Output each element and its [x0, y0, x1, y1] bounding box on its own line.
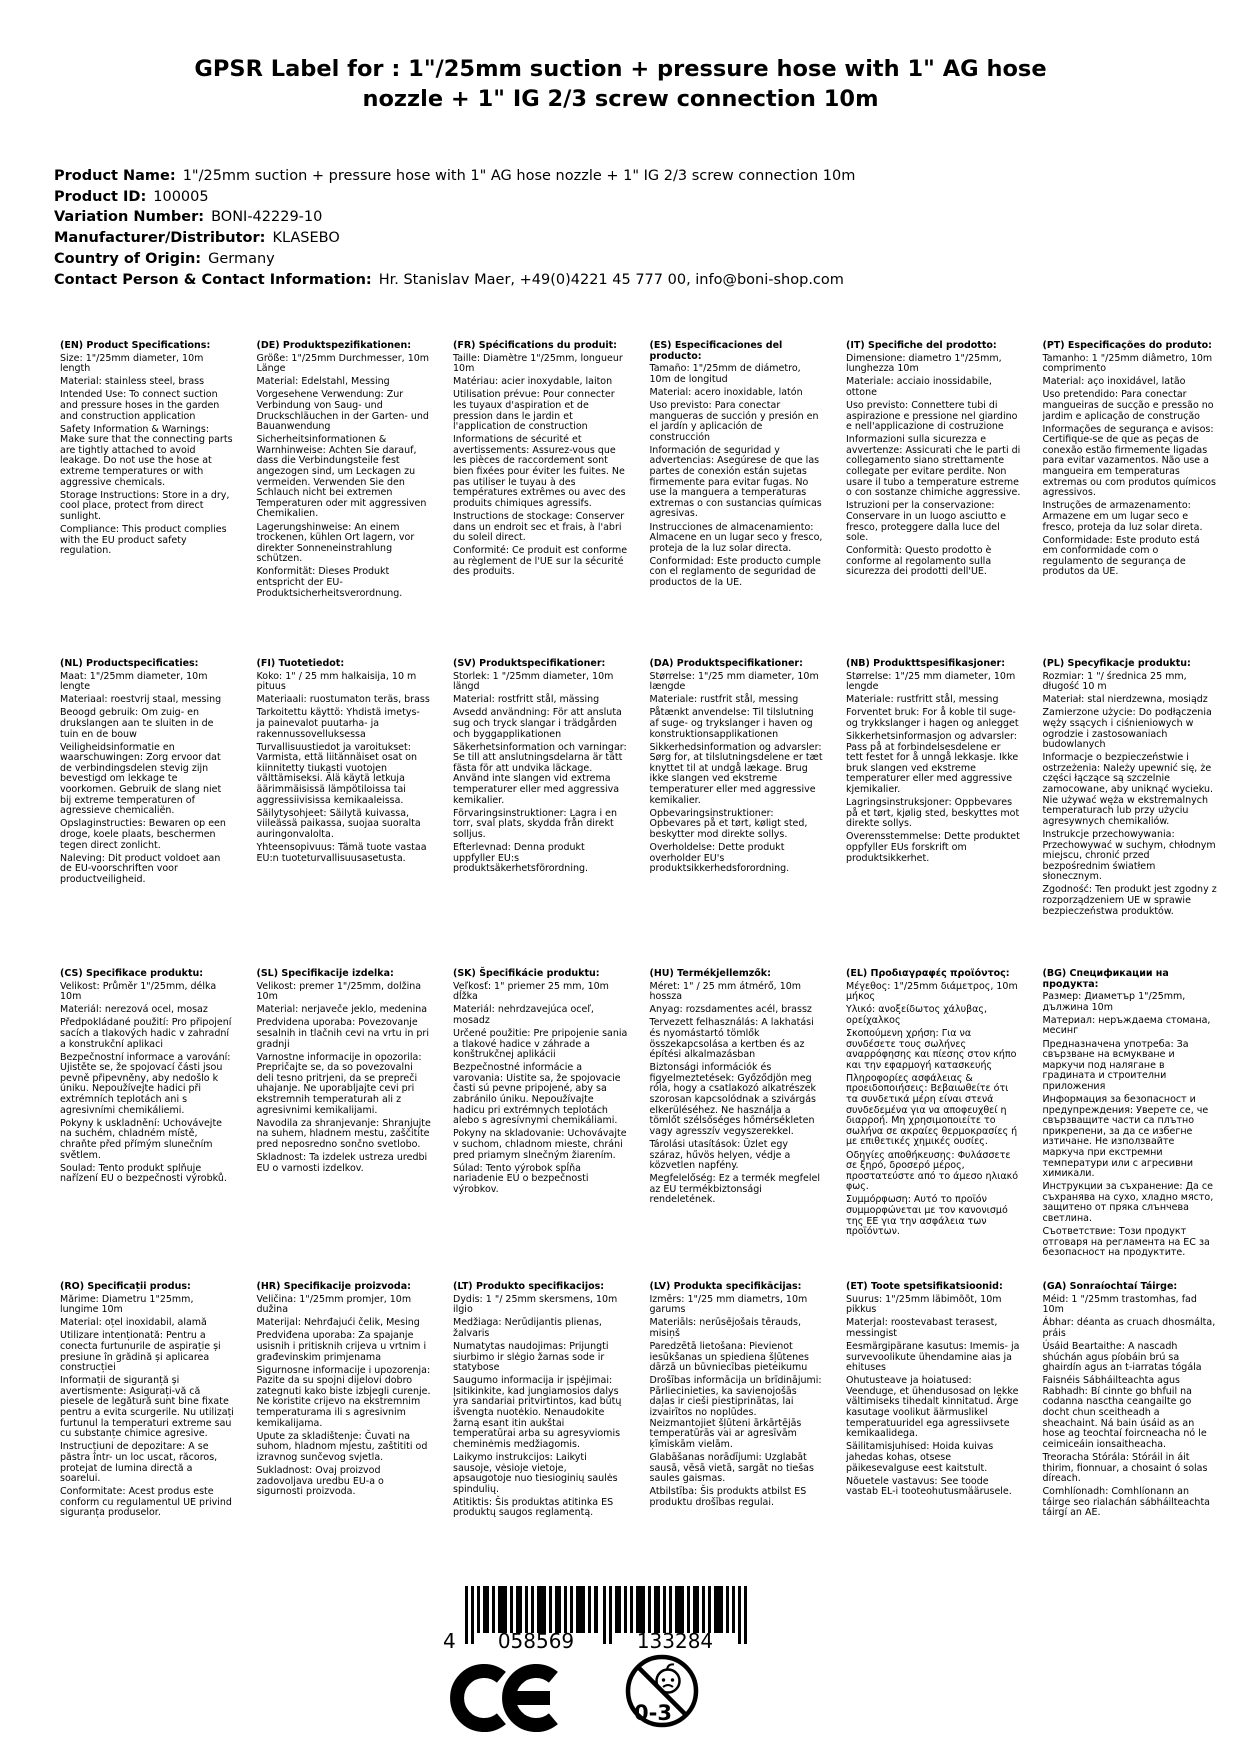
spec-paragraph: Compliance: This product complies with the EU product safety regulation. [60, 524, 227, 557]
spec-paragraph: Medžiaga: Nerūdijantis plienas, žalvaris [453, 1317, 602, 1339]
spec-paragraph: Ábhar: déanta as cruach dhosmálta, práis [1042, 1317, 1216, 1339]
product-info-row [54, 207, 855, 228]
spec-paragraph: Velikost: premer 1"/25mm, dolžina 10m [256, 980, 422, 1003]
spec-block-body [257, 982, 432, 1175]
spec-block-ro [60, 1282, 257, 1521]
spec-paragraph: Suurus: 1"/25mm läbimõõt, 10m pikkus [846, 1293, 1002, 1316]
spec-block-title: (SL) Specifikacije izdelka: [256, 968, 394, 979]
spec-paragraph: Säilitamisjuhised: Hoida kuivas jahedas kohas, otsese päikesevalguse eest kaitstult. [846, 1441, 994, 1474]
spec-block-cs [60, 969, 257, 1282]
spec-paragraph: Lagringsinstruksjoner: Oppbevares på et tørt, kjølig sted, beskyttes mot direkte sollys. [846, 797, 1020, 830]
spec-paragraph: Informations de sécurité et avertissements: Assurez-vous que les pièces de raccordement sont bien fixées pour éviter les fuites. Ne pas utiliser le tuyau à des températures extrêmes ou avec des produits chimiques agressifs. [453, 434, 626, 509]
spec-paragraph: Tervezett felhasználás: A lakhatási és nyomástartó tömlők összekapcsolása a kertben és az építési alkalmazásban [649, 1017, 814, 1061]
info-value: BONI-42229-10 [211, 209, 323, 226]
spec-paragraph: Opslaginstructies: Bewaren op een droge, koele plaats, beschermen tegen direct zonlicht. [60, 818, 226, 851]
spec-block-et [846, 1282, 1043, 1521]
spec-paragraph: Size: 1"/25mm diameter, 10m length [60, 352, 204, 375]
spec-block-title: (DE) Produktspezifikationen: [256, 340, 412, 351]
product-info-row [54, 187, 855, 208]
spec-paragraph: Soulad: Tento produkt splňuje nařízení EU o bezpečnosti výrobků. [60, 1162, 227, 1185]
spec-paragraph: Turvallisuustiedot ja varoitukset: Varmista, että liitännäiset osat on kiinnitetty tiukasti vuotojen välttämiseksi. Älä käytä letkuja äärimmäisissä lämpötiloissa tai aggressiivisissa kemikaaleissa. [256, 741, 418, 806]
spec-paragraph: Tárolási utasítások: Üzlet egy száraz, hűvös helyen, védje a közvetlen napfény. [649, 1138, 791, 1172]
spec-paragraph: Material: nerjaveče jeklo, medenina [256, 1004, 428, 1016]
spec-paragraph: Material: aço inoxidável, latão [1042, 376, 1186, 388]
spec-paragraph: Instrukcje przechowywania: Przechowywać w suchym, chłodnym miejscu, chronić przed bezpośrednim światłem słonecznym. [1042, 828, 1216, 883]
spec-paragraph: Påtænkt anvendelse: Til tilslutning af suge- og trykslanger i haven og konstruktionsapplikationen [649, 707, 814, 740]
spec-paragraph: Úsáid Beartaithe: A nascadh shúchán agus píobáin brú sa ghairdín agus an t-iarratas tógála [1042, 1340, 1202, 1374]
spec-paragraph: Forventet bruk: For å koble til suge- og trykkslanger i hagen og anlegget [846, 707, 1019, 729]
spec-paragraph: Conformitate: Acest produs este conform cu regulamentul UE privind siguranța produselor. [60, 1486, 232, 1519]
product-info-row [54, 249, 855, 270]
spec-paragraph: Faisnéis Sábháilteachta agus Rabhadh: Bí cinnte go bhfuil na codanna nasctha ceangailte go docht chun sceitheadh a sheachaint. Ná bain úsáid as an hose ag teochtaí foircneacha nó le ceimiceáin ionsaitheacha. [1042, 1375, 1207, 1450]
spec-paragraph: Инструкции за съхранение: Да се съхранява на сухо, хладно място, защитено от пряка слънчева светлина. [1042, 1181, 1214, 1225]
spec-paragraph: Drošības informācija un brīdinājumi: Pārliecinieties, ka savienojošās daļas ir cieši piestiprinātas, lai izvairītos no noplūdes. Neizmantojiet šļūteni ārkārtējās temperatūrās vai ar agresīvām ķīmiskām vielām. [649, 1375, 822, 1450]
spec-block-body [650, 672, 825, 875]
spec-block-title: (PT) Especificações do produto: [1042, 340, 1212, 351]
spec-block-body [60, 1295, 235, 1519]
product-info-row [54, 166, 855, 187]
spec-paragraph: Tamanho: 1 "/25mm diâmetro, 10m comprimento [1042, 352, 1213, 375]
spec-paragraph: Material: acero inoxidable, latón [649, 386, 803, 398]
spec-block-title: (BG) Спецификации на продукта: [1042, 968, 1169, 990]
spec-paragraph: Treoracha Stórála: Stóráil in áit thirim, fionnuar, a chosaint ó solas díreach. [1042, 1451, 1208, 1485]
info-value: Hr. Stanislav Maer, +49(0)4221 45 777 00, info@boni-shop.com [378, 271, 844, 288]
spec-paragraph: Sikkerhetsinformasjon og advarsler: Pass på at forbindelsesdelene er tett festet for å unngå lekkasje. Ikke bruk slangen ved ekstreme temperaturer eller med aggressive kjemikalier. [846, 731, 1019, 796]
spec-block-nl [60, 659, 257, 969]
spec-block-title: (EL) Προδιαγραφές προϊόντος: [846, 968, 1010, 979]
spec-block-title: (CS) Specifikace produktu: [60, 968, 204, 979]
product-info-row [54, 270, 855, 291]
ce-mark-icon [450, 1660, 562, 1736]
spec-block-title: (LV) Produkta specifikācijas: [649, 1281, 802, 1292]
info-label: Variation Number: [54, 209, 205, 226]
spec-block-fi [257, 659, 454, 969]
spec-paragraph: Bezpečnostné informácie a varovania: Uistite sa, že spojovacie časti sú pevne pripojené, aby sa zabránilo úniku. Nepoužívajte hadicu pri extrémnych teplotách alebo s agresívnymi chemikáliami. [453, 1062, 621, 1127]
spec-block-bg [1043, 969, 1240, 1282]
spec-paragraph: Dimensione: diametro 1"/25mm, lunghezza 10m [846, 352, 1002, 375]
spec-block-body [453, 672, 628, 875]
spec-paragraph: Biztonsági információk és figyelmeztetések: Győződjön meg róla, hogy a csatlakozó alkatrészek szorosan kapcsolódnak a szivárgás elkerüléséhez. Ne használja a tömlőt szélsőséges hőmérsékleten vagy agresszív vegyszerekkel. [649, 1062, 816, 1137]
spec-paragraph: Uso previsto: Para conectar mangueras de succión y presión en el jardín y aplicación de construcción [649, 399, 819, 443]
spec-paragraph: Materiale: acciaio inossidabile, ottone [846, 376, 992, 398]
spec-paragraph: Skladnost: Ta izdelek ustreza uredbi EU o varnosti izdelkov. [256, 1152, 428, 1174]
spec-block-ga [1043, 1282, 1240, 1521]
spec-paragraph: Comhlíonadh: Comhlíonann an táirge seo rialachán sábháilteachta táirgí an AE. [1042, 1486, 1210, 1519]
spec-block-title: (HU) Termékjellemzők: [649, 968, 771, 979]
spec-paragraph: Säilytysohjeet: Säilytä kuivassa, viileässä paikassa, suojaa suoralta auringonvalolta. [256, 807, 421, 840]
spec-block-title: (FI) Tuotetiedot: [256, 658, 345, 669]
spec-block-es [650, 341, 847, 659]
spec-paragraph: Storage Instructions: Store in a dry, cool place, protect from direct sunlight. [60, 489, 230, 522]
spec-block-title: (FR) Spécifications du produit: [453, 340, 617, 351]
spec-block-title: (ES) Especificaciones del producto: [649, 340, 783, 362]
spec-block-body [650, 1295, 825, 1509]
spec-block-title: (NB) Produkttspesifikasjoner: [846, 658, 1006, 669]
spec-paragraph: Bezpečnostní informace a varování: Ujistěte se, že spojovací části jsou pevně připevněny, aby nedošlo k úniku. Nepoužívejte hadici při extrémních teplotách ani s agresivními chemikáliemi. [60, 1051, 231, 1116]
spec-paragraph: Předpokládané použití: Pro připojení sacích a tlakových hadic v zahradní a konstrukční aplikaci [60, 1017, 232, 1050]
spec-block-body [453, 1295, 628, 1519]
spec-block-it [846, 341, 1043, 659]
spec-block-body [1043, 672, 1218, 918]
spec-paragraph: Instrucciones de almacenamiento: Almacene en un lugar seco y fresco, proteja de la luz solar directa. [649, 521, 823, 554]
spec-paragraph: Sikkerhedsinformation og advarsler: Sørg for, at tilslutningsdelene er tæt knyttet til at undgå lækage. Brug ikke slangen ved ekstreme temperaturer eller med aggressive kemikalier. [649, 741, 823, 806]
spec-paragraph: Informazioni sulla sicurezza e avvertenze: Assicurati che le parti di collegamento siano strettamente collegate per evitare perdite. Non usare il tubo a temperature estreme o con sostanze chimiche aggressive. [846, 434, 1021, 499]
spec-paragraph: Uso previsto: Connettere tubi di aspirazione e pressione nel giardino e nell'applicazione di costruzione [846, 399, 1018, 433]
info-label: Manufacturer/Distributor: [54, 230, 266, 247]
spec-paragraph: Material: oțel inoxidabil, alamă [60, 1317, 207, 1329]
spec-block-title: (RO) Specificații produs: [60, 1281, 191, 1292]
spec-block-title: (NL) Productspecificaties: [60, 658, 199, 669]
spec-paragraph: Информация за безопасност и предупреждения: Уверете се, че свързващите части са плътно прикрепени, за да се избегне изтичане. Не използвайте маркуча при екстремни температури или с агресивни химикали. [1042, 1094, 1209, 1180]
spec-paragraph: Opbevaringsinstruktioner: Opbevares på et tørt, køligt sted, beskytter mod direkte sollys. [649, 807, 808, 840]
spec-paragraph: Säkerhetsinformation och varningar: Se till att anslutningsdelarna är tätt fästa för att undvika läckage. Använd inte slangen vid extrema temperaturer eller med aggressiva kemikalier. [453, 741, 627, 806]
spec-block-fr [453, 341, 650, 659]
spec-block-de [257, 341, 454, 659]
spec-paragraph: Méid: 1 "/25mm trastomhas, fad 10m [1042, 1293, 1197, 1316]
spec-block-sl [257, 969, 454, 1282]
spec-paragraph: Material: Edelstahl, Messing [256, 376, 390, 388]
spec-paragraph: Conformidad: Este producto cumple con el reglamento de seguridad de productos de la UE. [649, 555, 821, 588]
spec-paragraph: Pokyny k uskladnění: Uchovávejte na suchém, chladném místě, chraňte před přímým slunečním světlem. [60, 1117, 223, 1161]
spec-paragraph: Veľkosť: 1" priemer 25 mm, 10m dĺžka [453, 980, 609, 1003]
spec-paragraph: Lagerungshinweise: An einem trockenen, kühlen Ort lagern, vor direkter Sonneneinstrahlung schützen. [256, 521, 415, 565]
spec-paragraph: Størrelse: 1"/25 mm diameter, 10m længde [649, 670, 819, 693]
spec-block-body [60, 982, 235, 1185]
spec-paragraph: Konformität: Dieses Produkt entspricht der EU-Produktsicherheitsverordnung. [256, 566, 403, 599]
spec-block-title: (ET) Toote spetsifikatsioonid: [846, 1281, 1003, 1292]
spec-block-body [1043, 354, 1218, 578]
spec-paragraph: Materiaal: roestvrij staal, messing [60, 694, 222, 706]
spec-block-body [257, 354, 432, 600]
spec-block-en [60, 341, 257, 659]
spec-block-hu [650, 969, 847, 1282]
spec-paragraph: Méret: 1" / 25 mm átmérő, 10m hossza [649, 980, 802, 1003]
spec-paragraph: Upute za skladištenje: Čuvati na suhom, hladnom mjestu, zaštititi od izravnog sunčevog svjetla. [256, 1430, 428, 1463]
spec-paragraph: Οδηγίες αποθήκευσης: Φυλάσσετε σε ξηρό, δροσερό μέρος, προστατεύστε από το άμεσο ηλιακό φως. [846, 1149, 1019, 1193]
spec-paragraph: Материал: неръждаема стомана, месинг [1042, 1014, 1211, 1037]
spec-block-sk [453, 969, 650, 1282]
spec-paragraph: Avsedd användning: För att ansluta sug och tryck slangar i trädgården och byggapplikationen [453, 707, 622, 740]
spec-block-lv [650, 1282, 847, 1521]
spec-block-sv [453, 659, 650, 969]
spec-paragraph: Predvidena uporaba: Povezovanje sesalnih in tlačnih cevi na vrtu in pri gradnji [256, 1017, 429, 1050]
info-label: Contact Person & Contact Information: [54, 271, 372, 288]
spec-paragraph: Intended Use: To connect suction and pressure hoses in the garden and construction application [60, 389, 220, 422]
info-value: Germany [208, 250, 275, 267]
spec-block-da [650, 659, 847, 969]
spec-paragraph: Materiál: nehrdzavejúca oceľ, mosadz [453, 1004, 594, 1026]
spec-paragraph: Størrelse: 1"/25 mm diameter, 10m lengde [846, 670, 1016, 693]
spec-paragraph: Förvaringsinstruktioner: Lagra i en torr, sval plats, skydda från direkt solljus. [453, 807, 618, 840]
spec-paragraph: Mărime: Diametru 1"25mm, lungime 10m [60, 1293, 194, 1316]
spec-paragraph: Conformidade: Este produto está em conformidade com o regulamento de segurança de produtos da UE. [1042, 534, 1200, 578]
ean-barcode [437, 1586, 749, 1650]
spec-block-title: (GA) Sonraíochtaí Táirge: [1042, 1281, 1178, 1292]
spec-grid [60, 341, 1241, 1521]
info-value: 100005 [153, 188, 209, 205]
spec-paragraph: Veličina: 1"/25mm promjer, 10m dužina [256, 1293, 412, 1316]
spec-paragraph: Taille: Diamètre 1"/25mm, longueur 10m [453, 352, 623, 375]
spec-paragraph: Nõuetele vastavus: See toode vastab EL-i tooteohutusmäärusele. [846, 1475, 1012, 1498]
spec-paragraph: Materiale: rustfrit stål, messing [649, 694, 799, 706]
spec-block-title: (PL) Specyfikacje produktu: [1042, 658, 1191, 669]
spec-paragraph: Materiāls: nerūsējošais tērauds, misiņš [649, 1317, 801, 1339]
spec-block-body [453, 982, 628, 1196]
spec-block-hr [257, 1282, 454, 1521]
spec-paragraph: Navodila za shranjevanje: Shranjujte na suhem, hladnem mestu, zaščitite pred neposredno sončno svetlobo. [256, 1117, 431, 1150]
spec-paragraph: Zgodność: Ten produkt jest zgodny z rozporządzeniem UE w sprawie bezpieczeństwa produktów. [1042, 884, 1217, 917]
page-title: GPSR Label for : 1"/25mm suction + pressure hose with 1" AG hose nozzle + 1" IG 2/3 screw connection 10m [194, 56, 1047, 112]
spec-block-body [1043, 992, 1218, 1259]
spec-paragraph: Numatytas naudojimas: Prijungti siurbimo ir slėgio žarnas sode ir statybose [453, 1340, 609, 1374]
spec-paragraph: Instructions de stockage: Conserver dans un endroit sec et frais, à l'abri du soleil direct. [453, 510, 625, 544]
product-info-row [54, 228, 855, 249]
info-value: KLASEBO [272, 230, 340, 247]
spec-paragraph: Anyag: rozsdamentes acél, brassz [649, 1004, 812, 1016]
product-info [54, 166, 855, 290]
spec-paragraph: Ohutusteave ja hoiatused: Veenduge, et ühendusosad on lekke vältimiseks tihedalt kinnitatud. Ärge kasutage voolikut äärmuslikel temperatuuridel ega agressiivsete kemikaalidega. [846, 1375, 1019, 1440]
spec-paragraph: Eesmärgipärane kasutus: Imemis- ja survevoolikute ühendamine aias ja ehituses [846, 1340, 1020, 1374]
spec-paragraph: Materijal: Nehrđajući čelik, Mesing [256, 1317, 420, 1329]
spec-block-body [650, 364, 825, 588]
spec-block-body [846, 354, 1021, 578]
spec-paragraph: Overensstemmelse: Dette produktet oppfyller EUs forskrift om produktsikkerhet. [846, 831, 1020, 864]
spec-block-title: (HR) Specifikacije proizvoda: [256, 1281, 411, 1292]
spec-paragraph: Съответствие: Този продукт отговаря на регламента на ЕС за безопасност на продуктите. [1042, 1226, 1210, 1259]
spec-block-body [453, 354, 628, 578]
spec-paragraph: Predviđena uporaba: Za spajanje usisnih i pritisknih crijeva u vrtnim i građevinskim primjenama [256, 1330, 427, 1363]
barcode-digit-left: 4 [443, 1629, 456, 1650]
spec-block-title: (SK) Špecifikácie produktu: [453, 968, 600, 979]
spec-block-title: (LT) Produkto specifikacijos: [453, 1281, 605, 1292]
spec-paragraph: Maat: 1"/25mm diameter, 10m lengte [60, 670, 208, 693]
spec-paragraph: Materiał: stal nierdzewna, mosiądz [1042, 694, 1208, 706]
age-warning-label: 0-3 [634, 1701, 672, 1725]
spec-paragraph: Pokyny na skladovanie: Uchovávajte v suchom, chladnom mieste, chráni pred priamym slnečným žiarením. [453, 1128, 627, 1161]
spec-paragraph: Tamaño: 1"/25mm de diámetro, 10m de longitud [649, 363, 801, 385]
spec-paragraph: Istruzioni per la conservazione: Conservare in un luogo asciutto e fresco, proteggere dalla luce del sole. [846, 500, 1007, 544]
spec-paragraph: Συμμόρφωση: Αυτό το προϊόν συμμορφώνεται με τον κανονισμό της ΕΕ για την ασφάλεια των προϊόντων. [846, 1194, 1008, 1238]
spec-block-body [846, 672, 1021, 865]
barcode-group1: 058569 [497, 1629, 575, 1650]
spec-paragraph: Súlad: Tento výrobok spĺňa nariadenie EÚ o bezpečnosti výrobkov. [453, 1162, 589, 1195]
barcode-group2: 133284 [636, 1629, 714, 1650]
spec-paragraph: Sicherheitsinformationen & Warnhinweise: Achten Sie darauf, dass die Verbindungsteile fest angezogen sind, um Leckagen zu vermeiden. Verwenden Sie den Schlauch nicht bei extremen Temperaturen oder mit aggressiven Chemikalien. [256, 434, 427, 520]
spec-paragraph: Izmērs: 1"/25 mm diametrs, 10m garums [649, 1293, 808, 1316]
spec-paragraph: Zamierzone użycie: Do podłączenia węży ssących i ciśnieniowych w ogrodzie i zastosowaniach budowlanych [1042, 707, 1212, 751]
spec-block-title: (DA) Produktspecifikationer: [649, 658, 803, 669]
spec-paragraph: Materjal: roostevabast terasest, messingist [846, 1317, 998, 1339]
spec-paragraph: Μέγεθος: 1"/25mm διάμετρος, 10m μήκος [846, 980, 1018, 1003]
spec-paragraph: Dydis: 1 "/ 25mm skersmens, 10m ilgio [453, 1293, 618, 1316]
spec-paragraph: Размер: Диаметър 1"/25mm, дължина 10m [1042, 991, 1186, 1013]
spec-block-body [60, 354, 235, 557]
age-warning-icon [623, 1650, 701, 1732]
spec-paragraph: Υλικό: ανοξείδωτος χάλυβας, ορείχαλκος [846, 1004, 987, 1026]
spec-paragraph: Uso pretendido: Para conectar mangueiras de sucção e pressão no jardim e aplicação de construção [1042, 389, 1214, 422]
spec-block-title: (IT) Specifiche del prodotto: [846, 340, 997, 351]
spec-paragraph: Conformità: Questo prodotto è conforme al regolamento sulla sicurezza dei prodotti dell'UE. [846, 545, 992, 578]
spec-paragraph: Veiligheidsinformatie en waarschuwingen: Zorg ervoor dat de verbindingsdelen stevig zijn bevestigd om lekkage te voorkomen. Gebruik de slang niet bij extreme temperaturen of agressieve chemicaliën. [60, 741, 222, 817]
info-label: Country of Origin: [54, 250, 202, 267]
spec-paragraph: Informații de siguranță și avertismente: Asigurați-vă că piesele de legătură sunt bine fixate pentru a evita scurgerile. Nu utilizați furtunul la temperaturi extreme sau cu substanțe chimice agresive. [60, 1375, 234, 1440]
spec-paragraph: Informacje o bezpieczeństwie i ostrzeżenia: Należy upewnić się, że części łączące są szczelnie zamocowane, aby uniknąć wycieku. Nie używać węża w ekstremalnych temperaturach lub przy użyciu agresywnych chemikaliów. [1042, 752, 1214, 827]
spec-paragraph: Yhteensopivuus: Tämä tuote vastaa EU:n tuoteturvallisuusasetusta. [256, 842, 427, 864]
spec-block-body [846, 1295, 1021, 1498]
spec-paragraph: Material: rostfritt stål, mässing [453, 694, 600, 706]
spec-paragraph: Atitiktis: Šis produktas atitinka ES produktų saugos reglamentą. [453, 1496, 614, 1519]
info-label: Product ID: [54, 188, 147, 205]
spec-paragraph: Storlek: 1 "/25mm diameter, 10m längd [453, 670, 614, 693]
spec-paragraph: Velikost: Průměr 1"/25mm, délka 10m [60, 980, 217, 1003]
spec-block-lt [453, 1282, 650, 1521]
spec-paragraph: Varnostne informacije in opozorila: Prepričajte se, da so povezovalni deli tesno pritrjeni, da se prepreči uhajanje. Ne uporabljajte cevi pri ekstremnih temperaturah ali z agresivnimi kemikalijami. [256, 1051, 422, 1116]
spec-paragraph: Materiale: rustfritt stål, messing [846, 694, 999, 706]
spec-paragraph: Conformité: Ce produit est conforme au règlement de l'UE sur la sécurité des produits. [453, 545, 628, 578]
spec-paragraph: Utilisation prévue: Pour connecter les tuyaux d'aspiration et de pression dans le jardin et l'application de construction [453, 389, 615, 433]
spec-paragraph: Efterlevnad: Denna produkt uppfyller EU:s produktsäkerhetsförordning. [453, 842, 589, 875]
spec-block-body [60, 672, 235, 886]
spec-paragraph: Overholdelse: Dette produkt overholder EU's produktsikkerhedsforordning. [649, 842, 790, 875]
spec-paragraph: Safety Information & Warnings: Make sure that the connecting parts are tightly attached to avoid leakage. Do not use the hose at extreme temperatures or with aggressive chemicals. [60, 423, 233, 488]
spec-block-nb [846, 659, 1043, 969]
spec-paragraph: Предназначена употреба: За свързване на всмукване и маркучи под налягане в градината и строителни приложения [1042, 1038, 1189, 1092]
spec-paragraph: Laikymo instrukcijos: Laikyti sausoje, vėsioje vietoje, apsaugotoje nuo tiesioginių saulės spindulių. [453, 1451, 618, 1495]
spec-paragraph: Instruções de armazenamento: Armazene em um lugar seco e fresco, proteja da luz solar direta. [1042, 500, 1203, 533]
spec-paragraph: Utilizare intenționată: Pentru a conecta furtunurile de aspirație și presiune în grădină și aplicarea construcției [60, 1330, 221, 1374]
spec-paragraph: Materiaali: ruostumaton teräs, brass [256, 694, 430, 706]
spec-paragraph: Saugumo informacija ir įspėjimai: Įsitikinkite, kad jungiamosios dalys yra sandariai pritvirtintos, kad būtų išvengta nuotėkio. Nenaudokite žarną esant itin aukštai temperatūrai arba su agresyviomis cheminėmis medžiagomis. [453, 1375, 622, 1450]
spec-paragraph: Tarkoitettu käyttö: Yhdistä imetys- ja painevalot puutarha- ja rakennussovelluksessa [256, 707, 420, 740]
spec-block-el [846, 969, 1043, 1282]
spec-block-body [650, 982, 825, 1206]
spec-paragraph: Megfelelőség: Ez a termék megfelel az EU termékbiztonsági rendeletének. [649, 1173, 820, 1206]
spec-paragraph: Glabāšanas norādījumi: Uzglabāt sausā, vēsā vietā, sargāt no tiešas saules gaismas. [649, 1451, 814, 1485]
spec-block-body [257, 672, 432, 865]
spec-paragraph: Rozmiar: 1 "/ średnica 25 mm, długość 10 m [1042, 670, 1187, 693]
spec-block-pt [1043, 341, 1240, 659]
spec-paragraph: Matériau: acier inoxydable, laiton [453, 376, 613, 388]
spec-paragraph: Informações de segurança e avisos: Certifique-se de que as peças de conexão estão firmemente ligadas para evitar vazamentos. Não use a mangueira em temperaturas extremas ou com produtos químicos agressivos. [1042, 423, 1216, 499]
spec-paragraph: Paredzētā lietošana: Pievienot iesūkšanas un spiediena šļūtenes dārzā un būvniecības pieteikumu [649, 1340, 809, 1374]
spec-paragraph: Atbilstība: Šis produkts atbilst ES produktu drošības regulai. [649, 1486, 807, 1508]
spec-paragraph: Πληροφορίες ασφάλειας & προειδοποιήσεις: Βεβαιωθείτε ότι τα συνδετικά μέρη είναι στενά συνδεδεμένα για να αποφευχθεί η διαρροή. Μη χρησιμοποιείτε το σωλήνα σε ακραίες θερμοκρασίες ή με επιθετικές χημικές ουσίες. [846, 1072, 1018, 1148]
spec-paragraph: Größe: 1"/25mm Durchmesser, 10m Länge [256, 352, 430, 375]
spec-paragraph: Σκοπούμενη χρήση: Για να συνδέσετε τους σωλήνες αναρρόφησης και πίεσης στον κήπο και την εφαρμογή κατασκευής [846, 1027, 1017, 1071]
spec-paragraph: Material: stainless steel, brass [60, 376, 205, 388]
spec-paragraph: Určené použitie: Pre pripojenie sania a tlakové hadice v záhrade a konštrukčnej aplikácii [453, 1027, 628, 1061]
spec-block-pl [1043, 659, 1240, 969]
spec-paragraph: Naleving: Dit product voldoet aan de EU-voorschriften voor productveiligheid. [60, 852, 221, 885]
spec-paragraph: Instrucțiuni de depozitare: A se păstra într- un loc uscat, răcoros, protejat de lumina directă a soarelui. [60, 1441, 218, 1485]
spec-paragraph: Beoogd gebruik: Om zuig- en drukslangen aan te sluiten in de tuin en de bouw [60, 707, 214, 740]
spec-paragraph: Información de seguridad y advertencias: Asegúrese de que las partes de conexión están sujetas firmemente para evitar fugas. No use la manguera a temperaturas extremas o con sustancias químicas agresivas. [649, 444, 822, 520]
spec-block-body [846, 982, 1021, 1238]
spec-paragraph: Materiál: nerezová ocel, mosaz [60, 1004, 208, 1016]
info-value: 1"/25mm suction + pressure hose with 1" AG hose nozzle + 1" IG 2/3 screw connection 10m [182, 168, 856, 184]
spec-block-body [1043, 1295, 1218, 1519]
spec-paragraph: Koko: 1" / 25 mm halkaisija, 10 m pituus [256, 670, 417, 693]
spec-block-title: (EN) Product Specifications: [60, 340, 211, 351]
spec-paragraph: Sigurnosne informacije i upozorenja: Pazite da su spojni dijelovi dobro zategnuti kako biste izbjegli curenje. Ne koristite crijevo na ekstremnim temperaturama ili s agresivnim kemikalijama. [256, 1364, 431, 1429]
spec-paragraph: Sukladnost: Ovaj proizvod zadovoljava uredbu EU-a o sigurnosti proizvoda. [256, 1465, 384, 1498]
spec-block-title: (SV) Produktspecifikationer: [453, 658, 606, 669]
spec-block-body [257, 1295, 432, 1498]
spec-paragraph: Vorgesehene Verwendung: Zur Verbindung von Saug- und Druckschläuchen in der Garten- und Bauanwendung [256, 389, 429, 433]
info-label: Product Name: [54, 168, 176, 184]
